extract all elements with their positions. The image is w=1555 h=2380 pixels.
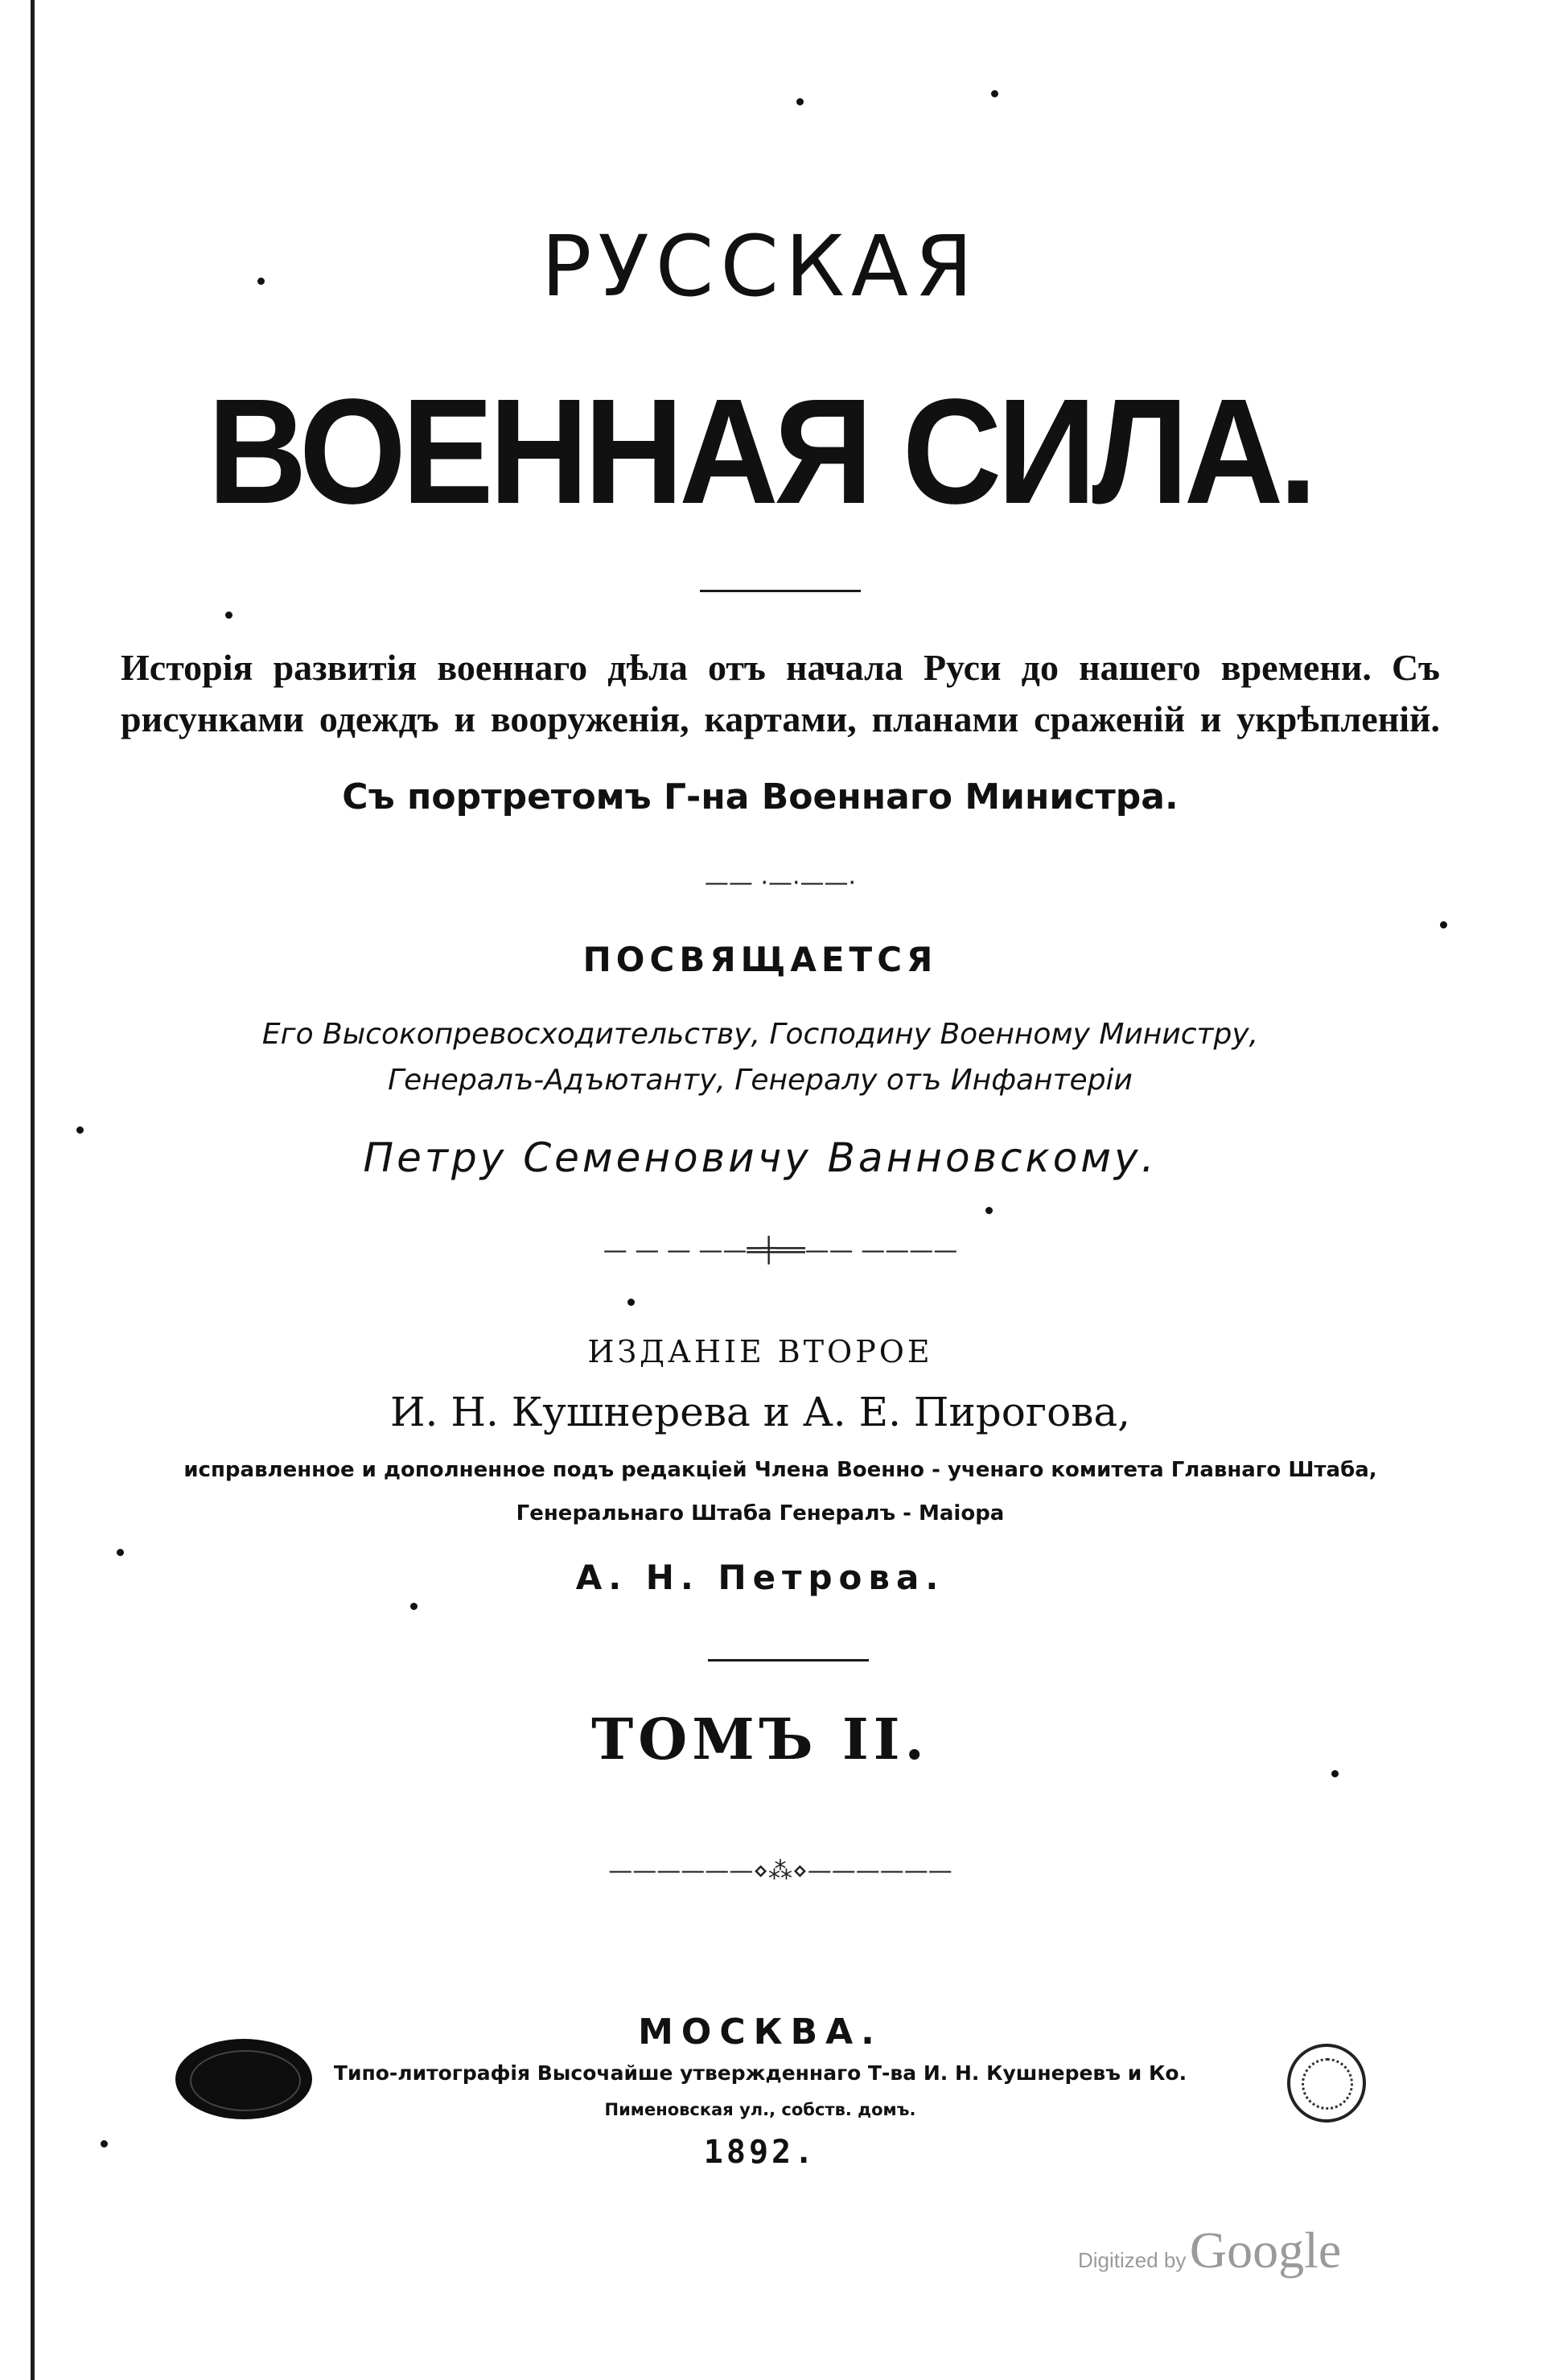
portrait-note: Съ портретомъ Г-на Военнаго Министра. (342, 776, 1179, 817)
scan-speck (101, 2140, 108, 2147)
subtitle-text: Исторія развитія военнаго дѣла отъ начала Руси до нашего времени. Съ рисунками одеждъ и вооруженія, картами, планами сраженій и укрѣпленій. (121, 647, 1440, 739)
publishers: И. Н. Кушнерева и А. Е. Пирогова, (389, 1389, 1131, 1435)
dedication-line-2: Генералъ-Адъютанту, Генералу отъ Инфантеріи (388, 1064, 1133, 1097)
imprint-address: Пименовская ул., собств. домъ. (604, 2100, 916, 2119)
dedication-heading: ПОСВЯЩАЕТСЯ (582, 940, 938, 979)
scan-speck (627, 1299, 635, 1306)
scan-speck (76, 1126, 84, 1134)
divider-1: —— ·—·——· (704, 869, 857, 897)
imprint-printer: Типо-литографія Высочайше утвержденнаго Т-ва И. Н. Кушнеревъ и Ко. (333, 2061, 1187, 2085)
scan-speck (410, 1603, 418, 1610)
title-line-1: РУССКАЯ (541, 217, 980, 315)
editor-name: А. Н. Петрова. (575, 1558, 945, 1597)
scan-speck (257, 278, 265, 285)
watermark-small-text: Digitized by (1078, 2248, 1187, 2272)
divider-3: ——————⋄⁂⋄—————— (608, 1857, 952, 1885)
scan-speck (991, 90, 998, 97)
title-line-2: ВОЕННАЯ СИЛА. (208, 369, 1313, 535)
book-spine-edge (31, 0, 35, 2380)
editor-rank: Генеральнаго Штаба Генералъ - Маіора (516, 1501, 1005, 1526)
library-stamp-left (175, 2039, 312, 2119)
library-stamp-right (1287, 2044, 1366, 2123)
dedication-name: Петру Семеновичу Ванновскому. (363, 1134, 1158, 1181)
edition-corrected: исправленное и дополненное подъ редакціей Члена Военно - ученаго комитета Главнаго Штаба, (183, 1458, 1377, 1482)
dedication-line-1: Его Высокопревосходительству, Господину Военному Министру, (261, 1018, 1259, 1051)
scan-speck (796, 98, 804, 105)
scan-speck (117, 1549, 124, 1556)
watermark-logo-text: Google (1189, 2221, 1342, 2279)
imprint-city: МОСКВА. (638, 2011, 882, 2053)
scan-speck (1440, 921, 1447, 929)
google-watermark (1078, 2221, 1341, 2280)
edition-label: ИЗДАНІЕ ВТОРОЕ (587, 1334, 933, 1369)
volume-rule (708, 1659, 869, 1661)
scan-speck (225, 611, 232, 619)
scan-speck (985, 1207, 993, 1214)
scan-speck (1331, 1770, 1339, 1777)
title-rule (700, 590, 861, 592)
divider-2: — — — ——═╪══—— ———— (603, 1237, 958, 1265)
volume-number: ТОМЪ II. (591, 1706, 929, 1773)
imprint-year: 1892. (703, 2134, 817, 2171)
